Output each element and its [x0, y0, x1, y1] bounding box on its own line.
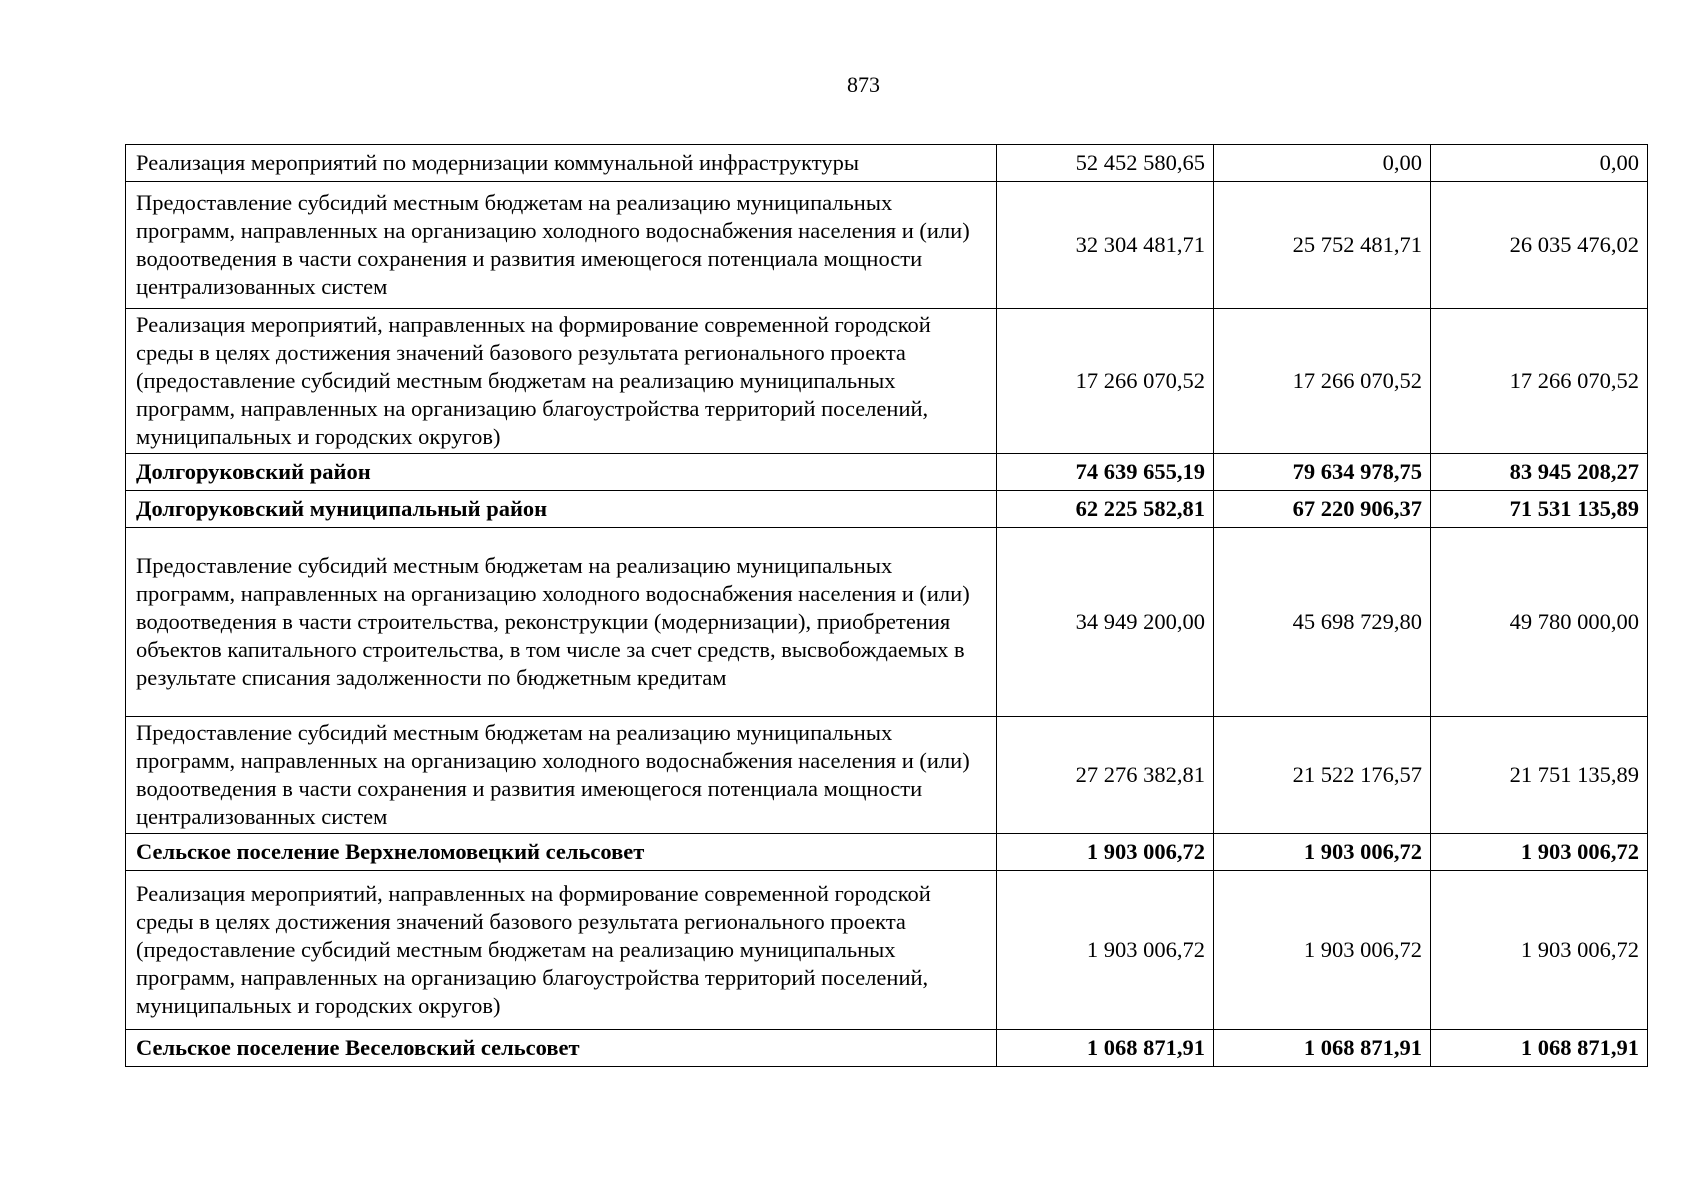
- table-row-subtotal: [126, 454, 1648, 491]
- value-year-2: 21 522 176,57: [1214, 717, 1431, 834]
- table-row-subtotal: [126, 834, 1648, 871]
- row-label: Предоставление субсидий местным бюджетам на реализацию муниципальных программ, направленных на организацию холодного водоснабжения населения и (или) водоотведения в части строительства, реконструкции (модернизации), приобретения объектов капитального строительства, в том числе за счет средств, высвобождаемых в результате списания задолженности по бюджетным кредитам: [126, 528, 997, 717]
- value-year-1: 32 304 481,71: [997, 182, 1214, 309]
- table-row: [126, 309, 1648, 454]
- value-year-1: 34 949 200,00: [997, 528, 1214, 717]
- value-year-2: 1 903 006,72: [1214, 871, 1431, 1030]
- budget-table: [125, 144, 1648, 1067]
- value-year-1: 74 639 655,19: [997, 454, 1214, 491]
- row-label: Реализация мероприятий, направленных на формирование современной городской среды в целях достижения значений базового результата регионального проекта (предоставление субсидий местным бюджетам на реализацию муниципальных программ, направленных на организацию благоустройства территорий поселений, муниципальных и городских округов): [126, 309, 997, 454]
- value-year-3: 21 751 135,89: [1431, 717, 1648, 834]
- value-year-3: 1 903 006,72: [1431, 834, 1648, 871]
- value-year-1: 1 068 871,91: [997, 1030, 1214, 1067]
- value-year-2: 45 698 729,80: [1214, 528, 1431, 717]
- value-year-3: 17 266 070,52: [1431, 309, 1648, 454]
- row-label: Сельское поселение Верхнеломовецкий сельсовет: [126, 834, 997, 871]
- value-year-2: 79 634 978,75: [1214, 454, 1431, 491]
- table-row: [126, 182, 1648, 309]
- table-row: [126, 871, 1648, 1030]
- value-year-3: 71 531 135,89: [1431, 491, 1648, 528]
- value-year-2: 67 220 906,37: [1214, 491, 1431, 528]
- value-year-1: 1 903 006,72: [997, 871, 1214, 1030]
- value-year-2: 0,00: [1214, 145, 1431, 182]
- value-year-3: 83 945 208,27: [1431, 454, 1648, 491]
- value-year-3: 0,00: [1431, 145, 1648, 182]
- value-year-1: 1 903 006,72: [997, 834, 1214, 871]
- row-label: Реализация мероприятий, направленных на формирование современной городской среды в целях достижения значений базового результата регионального проекта (предоставление субсидий местным бюджетам на реализацию муниципальных программ, направленных на организацию благоустройства территорий поселений, муниципальных и городских округов): [126, 871, 997, 1030]
- value-year-2: 1 068 871,91: [1214, 1030, 1431, 1067]
- row-label: Долгоруковский муниципальный район: [126, 491, 997, 528]
- row-label: Сельское поселение Веселовский сельсовет: [126, 1030, 997, 1067]
- value-year-1: 17 266 070,52: [997, 309, 1214, 454]
- table-row-subtotal: [126, 1030, 1648, 1067]
- row-label: Предоставление субсидий местным бюджетам на реализацию муниципальных программ, направленных на организацию холодного водоснабжения населения и (или) водоотведения в части сохранения и развития имеющегося потенциала мощности централизованных систем: [126, 717, 997, 834]
- value-year-1: 62 225 582,81: [997, 491, 1214, 528]
- value-year-2: 1 903 006,72: [1214, 834, 1431, 871]
- value-year-3: 1 903 006,72: [1431, 871, 1648, 1030]
- page-number: 873: [847, 72, 880, 97]
- value-year-1: 52 452 580,65: [997, 145, 1214, 182]
- value-year-2: 25 752 481,71: [1214, 182, 1431, 309]
- table-row: [126, 717, 1648, 834]
- value-year-2: 17 266 070,52: [1214, 309, 1431, 454]
- value-year-3: 26 035 476,02: [1431, 182, 1648, 309]
- row-label: Предоставление субсидий местным бюджетам на реализацию муниципальных программ, направленных на организацию холодного водоснабжения населения и (или) водоотведения в части сохранения и развития имеющегося потенциала мощности централизованных систем: [126, 182, 997, 309]
- row-label: Реализация мероприятий по модернизации коммунальной инфраструктуры: [126, 145, 997, 182]
- value-year-3: 49 780 000,00: [1431, 528, 1648, 717]
- table-row: [126, 145, 1648, 182]
- table-row: [126, 528, 1648, 717]
- table-row-subtotal: [126, 491, 1648, 528]
- value-year-1: 27 276 382,81: [997, 717, 1214, 834]
- row-label: Долгоруковский район: [126, 454, 997, 491]
- value-year-3: 1 068 871,91: [1431, 1030, 1648, 1067]
